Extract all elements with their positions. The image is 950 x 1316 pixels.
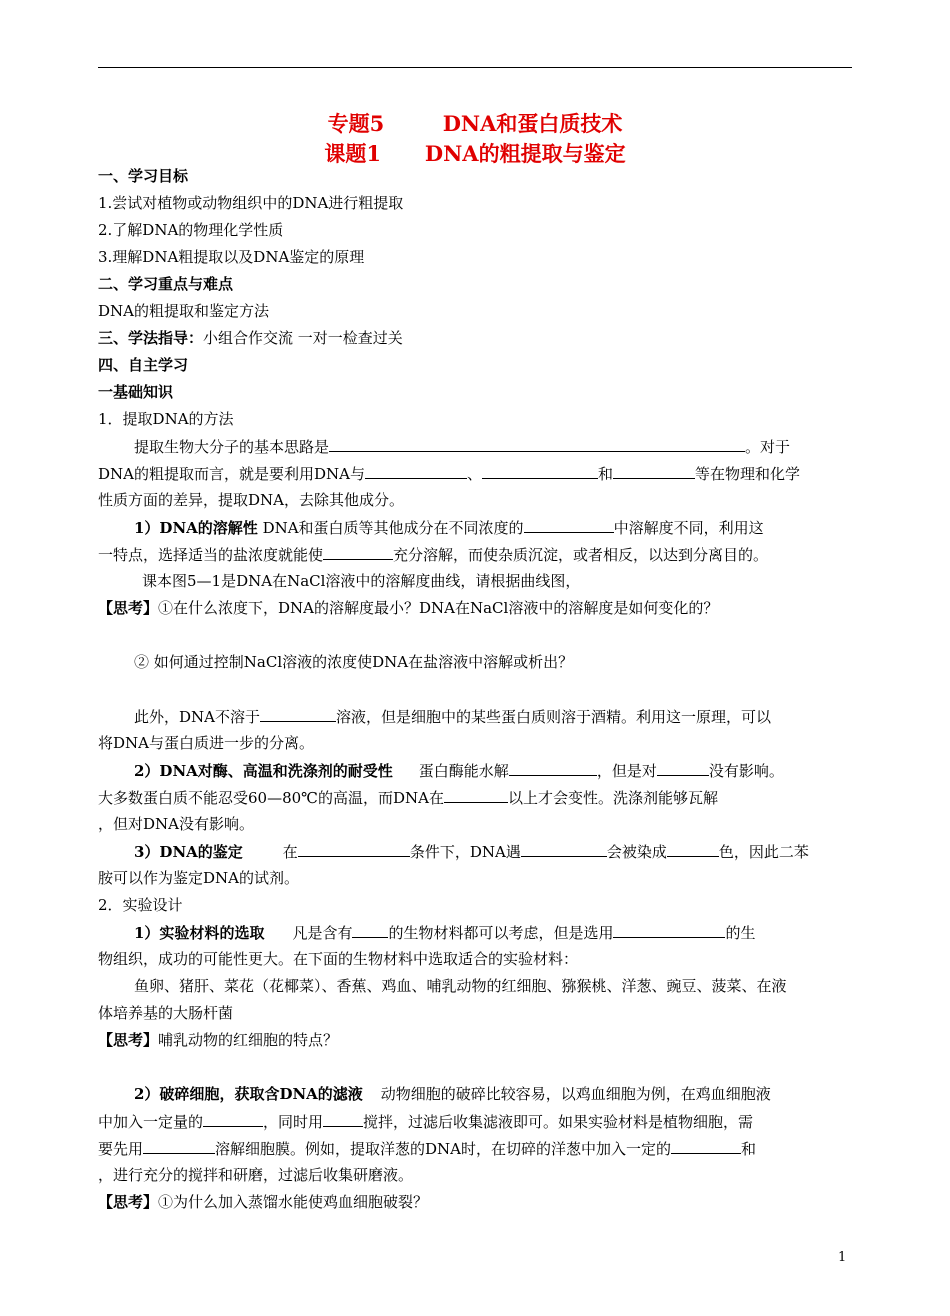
fill-blank[interactable] [323, 1111, 363, 1127]
paragraph-line: 体培养基的大肠杆菌 [98, 1004, 234, 1022]
paragraph-line: 性质方面的差异，提取DNA，去除其他成分。 [98, 491, 404, 509]
key-points-text: DNA的粗提取和鉴定方法 [98, 302, 269, 320]
section-heading-key-points: 二、学习重点与难点 [98, 275, 234, 293]
text-span: 要先用 [98, 1140, 144, 1158]
text-span: 提取生物大分子的基本思路是 [134, 438, 330, 456]
section-heading-method: 三、学法指导： [98, 329, 204, 347]
text-span: 动物细胞的破碎比较容易，以鸡血细胞为例，在鸡血细胞液 [380, 1085, 771, 1103]
text-span: 等在物理和化学 [695, 465, 801, 483]
fill-blank[interactable] [365, 463, 467, 479]
text-span: 哺乳动物的红细胞的特点？ [158, 1031, 339, 1049]
paragraph-line [98, 760, 852, 781]
paragraph-line: 将DNA与蛋白质进一步的分离。 [98, 734, 314, 752]
paragraph-line [98, 544, 852, 565]
text-span: 凡是含有 [292, 924, 353, 942]
fill-blank[interactable] [524, 517, 614, 533]
text-span: 的生物材料都可以考虑，但是选用 [388, 924, 614, 942]
goal-item-2: 2.了解DNA的物理化学性质 [98, 221, 284, 239]
paragraph-line: 课本图5—1是DNA在NaCl溶液中的溶解度曲线，请根据曲线图， [142, 572, 581, 590]
section-heading-self-study: 四、自主学习 [98, 356, 189, 374]
paragraph-line [98, 1111, 852, 1132]
text-span: 、 [466, 465, 482, 483]
page-number: 1 [838, 1250, 847, 1265]
text-span: ，同时用 [263, 1113, 324, 1131]
paragraph-line [98, 436, 852, 457]
text-span: 没有影响。 [708, 762, 784, 780]
text-span: 蛋白酶能水解 [418, 762, 509, 780]
fill-blank[interactable] [203, 1111, 263, 1127]
subheading-cell-breaking: 2）破碎细胞，获取含DNA的滤液 [134, 1085, 363, 1103]
think-question: ② 如何通过控制NaCl溶液的浓度使DNA在盐溶液中溶解或析出？ [134, 653, 574, 671]
method-guidance [98, 328, 852, 348]
subheading-identification: 3）DNA的鉴定 [134, 843, 243, 861]
text-span: ，但是对 [596, 762, 657, 780]
goal-item-3: 3.理解DNA粗提取以及DNA鉴定的原理 [98, 248, 365, 266]
think-question [98, 1192, 852, 1212]
subheading-materials: 1）实验材料的选取 [134, 924, 265, 942]
fill-blank[interactable] [329, 436, 745, 452]
paragraph-line [98, 706, 852, 727]
text-span: ①在什么浓度下，DNA的溶解度最小？DNA在NaCl溶液中的溶解度是如何变化的？ [158, 599, 719, 617]
text-span: 充分溶解，而使杂质沉淀，或者相反，以达到分离目的。 [393, 546, 769, 564]
text-span: 一特点，选择适当的盐浓度就能使 [98, 546, 324, 564]
fill-blank[interactable] [298, 841, 410, 857]
text-span: 和 [598, 465, 614, 483]
section-heading-goals: 一、学习目标 [98, 167, 189, 185]
text-span: 溶液，但是细胞中的某些蛋白质则溶于酒精。利用这一原理，可以 [336, 708, 772, 726]
method-text: 小组合作交流 一对一检查过关 [203, 329, 403, 347]
text-span: 中溶解度不同，利用这 [613, 519, 764, 537]
text-span: 大多数蛋白质不能忍受60—80℃的高温，而DNA在 [98, 789, 444, 807]
think-question [98, 1030, 852, 1050]
subheading-solubility: 1）DNA的溶解性 [134, 519, 258, 537]
text-span: 在 [282, 843, 298, 861]
text-span: DNA和蛋白质等其他成分在不同浓度的 [257, 519, 524, 537]
text-span: DNA的粗提取而言，就是要利用DNA与 [98, 465, 365, 483]
materials-list: 鱼卵、猪肝、菜花（花椰菜）、香蕉、鸡血、哺乳动物的红细胞、猕猴桃、洋葱、豌豆、菠菜、在液 [134, 977, 787, 995]
paragraph-line: ，但对DNA没有影响。 [98, 815, 254, 833]
text-span: 此外，DNA不溶于 [134, 708, 260, 726]
text-span: 溶解细胞膜。例如，提取洋葱的DNA时，在切碎的洋葱中加入一定的 [215, 1140, 672, 1158]
paragraph-line [98, 463, 852, 484]
text-span: 色，因此二苯 [718, 843, 809, 861]
fill-blank[interactable] [671, 1138, 741, 1154]
fill-blank[interactable] [444, 787, 508, 803]
fill-blank[interactable] [667, 841, 719, 857]
text-span: 的生 [725, 924, 756, 942]
text-span: 。对于 [745, 438, 791, 456]
subheading-tolerance: 2）DNA对酶、高温和洗涤剂的耐受性 [134, 762, 393, 780]
paragraph-line: ，进行充分的搅拌和研磨，过滤后收集研磨液。 [98, 1166, 414, 1184]
text-span: 会被染成 [606, 843, 667, 861]
paragraph-line [98, 1138, 852, 1159]
fill-blank[interactable] [482, 463, 598, 479]
paragraph-line [98, 787, 852, 808]
text-span: 条件下，DNA遇 [409, 843, 521, 861]
text-span: 以上才会变性。洗涤剂能够瓦解 [507, 789, 718, 807]
subsection-title-design: 2．实验设计 [98, 896, 183, 914]
paragraph-line: 物组织，成功的可能性更大。在下面的生物材料中选取适合的实验材料： [98, 950, 579, 968]
paragraph-line [98, 517, 852, 538]
paragraph-line: 胺可以作为鉴定DNA的试剂。 [98, 869, 299, 887]
text-span: 和 [741, 1140, 757, 1158]
fill-blank[interactable] [657, 760, 709, 776]
think-question [98, 598, 852, 618]
fill-blank[interactable] [323, 544, 393, 560]
header-rule [98, 67, 852, 68]
paragraph-line [98, 922, 852, 943]
fill-blank[interactable] [143, 1138, 215, 1154]
text-span: 中加入一定量的 [98, 1113, 204, 1131]
chapter-title: 专题5 DNA和蛋白质技术 [327, 111, 623, 136]
text-span: 搅拌，过滤后收集滤液即可。如果实验材料是植物细胞，需 [363, 1113, 754, 1131]
goal-item-1: 1.尝试对植物或动物组织中的DNA进行粗提取 [98, 194, 404, 212]
fill-blank[interactable] [260, 706, 336, 722]
fill-blank[interactable] [509, 760, 597, 776]
paragraph-line [98, 1084, 852, 1104]
section-heading-basics: 一基础知识 [98, 383, 174, 401]
think-label: 【思考】 [98, 599, 159, 617]
fill-blank[interactable] [521, 841, 607, 857]
think-label: 【思考】 [98, 1031, 159, 1049]
text-span: ①为什么加入蒸馏水能使鸡血细胞破裂？ [158, 1193, 429, 1211]
lesson-title: 课题1 DNA的粗提取与鉴定 [324, 141, 626, 166]
fill-blank[interactable] [613, 922, 725, 938]
fill-blank[interactable] [613, 463, 695, 479]
think-label: 【思考】 [98, 1193, 159, 1211]
subsection-title-extraction: 1．提取DNA的方法 [98, 410, 234, 428]
fill-blank[interactable] [352, 922, 388, 938]
paragraph-line [98, 841, 852, 862]
